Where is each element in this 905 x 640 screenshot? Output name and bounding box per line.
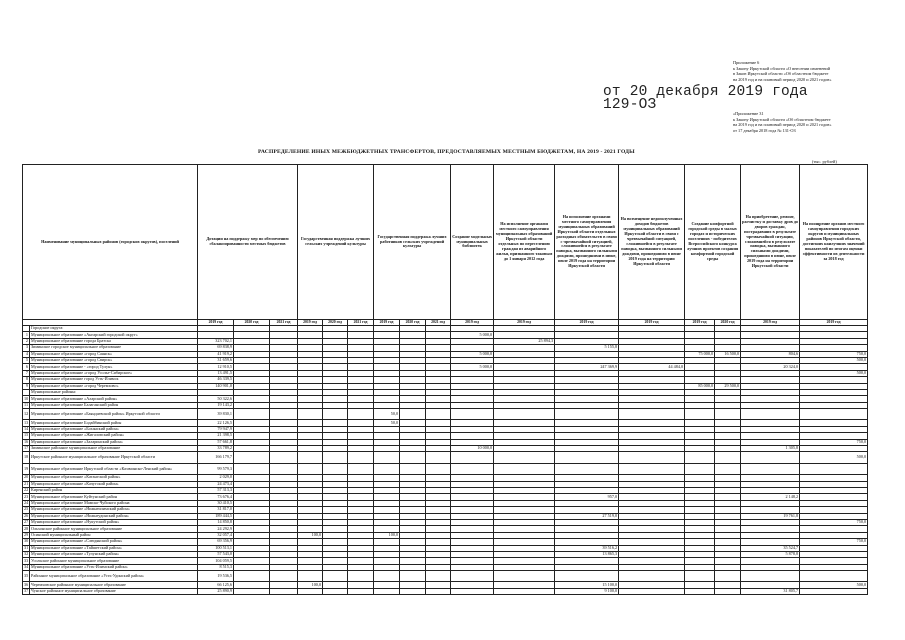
row-name: Муниципальное образование города Братска	[30, 338, 198, 344]
value-cell: 99 579,3	[198, 463, 234, 474]
row-number: 31	[24, 545, 29, 550]
value-cell: 24 473,4	[198, 481, 234, 487]
value-cell: 15 100,0	[555, 582, 619, 588]
row-number: 3	[23, 345, 30, 351]
value-cell	[715, 571, 741, 582]
value-cell	[400, 452, 426, 463]
header-culture-workers: Государственная поддержка лучших работников сельских учреждений культуры	[374, 165, 451, 320]
value-cell	[619, 588, 685, 594]
value-cell	[800, 463, 868, 474]
year-cell: 2019 год	[555, 320, 619, 326]
value-cell: 57 543,0	[198, 551, 234, 557]
value-cell	[494, 588, 555, 594]
value-cell	[374, 452, 400, 463]
value-cell	[323, 463, 348, 474]
appendix-31-line: к Закону Иркутской области «Об областном бюджете	[733, 116, 831, 122]
value-cell	[298, 452, 323, 463]
value-cell: 12 910,5	[198, 364, 234, 370]
row-number: 35	[23, 571, 30, 582]
value-cell	[715, 452, 741, 463]
value-cell: 5 000,0	[451, 332, 494, 338]
value-cell: 9 100,0	[555, 588, 619, 594]
value-cell	[270, 452, 298, 463]
value-cell: 166 179,7	[198, 452, 234, 463]
value-cell: 21 398,5	[198, 433, 234, 439]
value-cell	[619, 463, 685, 474]
value-cell	[741, 463, 800, 474]
row-name: Муниципальное образование Бодайбинский район	[30, 420, 198, 426]
value-cell: 22 126,5	[198, 420, 234, 426]
row-number: 1	[23, 332, 30, 338]
row-name: Районное муниципальное образование «Усть-Удинский район»	[30, 571, 198, 582]
value-cell	[234, 463, 270, 474]
row-number: 25	[24, 506, 29, 512]
value-cell	[494, 571, 555, 582]
row-number: 26	[24, 513, 29, 518]
value-cell: 69 356,9	[198, 539, 234, 545]
value-cell	[374, 588, 400, 594]
value-cell: 750,0	[800, 539, 868, 545]
year-cell: 2019 год	[451, 320, 494, 326]
value-cell	[715, 463, 741, 474]
appendix-6-line: на 2019 год и на плановый период 2020 и 2021 годов»	[733, 76, 832, 82]
row-number: 32	[24, 551, 29, 557]
row-number: 33	[24, 557, 29, 563]
year-cell: 2019 год	[741, 320, 800, 326]
value-cell: 19 536,5	[198, 571, 234, 582]
value-cell: 41 919,2	[198, 351, 234, 357]
value-cell: 73 676,4	[198, 494, 234, 500]
year-cell: 2019 год	[198, 320, 234, 326]
value-cell: 500,0	[800, 582, 868, 588]
value-cell: 66 125,6	[198, 582, 234, 588]
row-name: Муниципальное образование «Нижнеилимский район»	[30, 507, 198, 513]
year-cell: 2021 год	[426, 320, 451, 326]
header-firewood: На приобретение, ремонт, расчистку и доставку дров до дворов граждан, пострадавших в результате чрезвычайной ситуации, сложившейся в результате паводка, вызванного сильными дождями, прошедшими в июне, июле 2019 года на территории Иркутской области	[741, 165, 800, 320]
row-name: Муниципальное образование город Усть-Илимск	[30, 377, 198, 383]
value-cell: 5 155,8	[555, 345, 619, 351]
value-cell	[323, 588, 348, 594]
value-cell	[234, 571, 270, 582]
value-cell: 30 410,5	[198, 500, 234, 506]
value-cell	[323, 409, 348, 420]
value-cell	[234, 452, 270, 463]
row-number: 19	[23, 463, 30, 474]
year-cell: 2021 год	[348, 320, 374, 326]
table-row	[23, 571, 868, 582]
header-balance-subsidy: Дотации на поддержку мер по обеспечению сбалансированности местных бюджетов	[198, 165, 298, 320]
value-cell: 29 500,0	[715, 383, 741, 389]
row-name: Муниципальное образование «Катангский район»	[30, 475, 198, 481]
row-number: 24	[24, 500, 29, 505]
year-cell: 2019 год	[374, 320, 400, 326]
header-culture-institutions: Государственная поддержка лучших сельских учреждений культуры	[298, 165, 374, 320]
header-name: Наименование муниципальных районов (городских округов), поселений	[23, 165, 198, 320]
value-cell: 104 059,5	[198, 558, 234, 564]
row-number: 7	[23, 370, 30, 376]
appendix-31-line: от 17 декабря 2018 года № 131-ОЗ	[733, 127, 796, 133]
year-cell: 2020 год	[400, 320, 426, 326]
value-cell	[426, 571, 451, 582]
value-cell: 50,0	[374, 420, 400, 426]
value-cell	[685, 409, 715, 420]
value-cell	[426, 452, 451, 463]
value-cell	[555, 463, 619, 474]
row-name: Городские округа:	[30, 326, 198, 332]
value-cell	[619, 452, 685, 463]
value-cell: 50,0	[374, 409, 400, 420]
year-cell: 2020 год	[715, 320, 741, 326]
year-cell: 2019 год	[685, 320, 715, 326]
year-cell: 2020 год	[323, 320, 348, 326]
row-name: Муниципальное образование «Ангарский городской округ»	[30, 332, 198, 338]
value-cell: 39 516,2	[555, 545, 619, 551]
value-cell	[270, 409, 298, 420]
value-cell	[348, 409, 374, 420]
value-cell: 804,6	[741, 351, 800, 357]
value-cell: 500,0	[800, 370, 868, 376]
value-cell	[323, 571, 348, 582]
value-cell: 140 901,0	[198, 383, 234, 389]
value-cell	[234, 588, 270, 594]
row-name: Киренский район	[30, 487, 198, 493]
row-name: Чунское районное муниципальное образование	[30, 588, 198, 594]
value-cell	[400, 571, 426, 582]
row-name: Муниципальное образование Мамско-Чуйского района	[30, 500, 198, 506]
value-cell: 500,0	[800, 452, 868, 463]
row-number: 15	[24, 432, 29, 438]
value-cell	[298, 409, 323, 420]
row-name: Муниципальное образование «город Свирск»	[30, 357, 198, 363]
header-flood-expenses: На исполнение органами местного самоуправления муниципальных образований Иркутской области отдельных расходных обязательств в связи с чрезвычайной ситуацией, сложившейся в результате паводка, вызванного сильными дождями, прошедшими в июне, июле 2019 года на территории Иркутской области	[555, 165, 619, 320]
value-cell	[685, 463, 715, 474]
year-cell: 2019 год	[298, 320, 323, 326]
year-cell: 2019 год	[494, 320, 555, 326]
value-cell: 10 000,0	[451, 446, 494, 452]
value-cell	[619, 571, 685, 582]
value-cell: 14 850,8	[198, 519, 234, 525]
document-title: РАСПРЕДЕЛЕНИЕ ИНЫХ МЕЖБЮДЖЕТНЫХ ТРАНСФЕРТОВ, ПРЕДОСТАВЛЯЕМЫХ МЕСТНЫМ БЮДЖЕТАМ, НА 2019 - 2021 ГОДЫ	[258, 149, 635, 155]
value-cell	[348, 588, 374, 594]
appendix-6-line: к Закону Иркутской области «О внесении изменений	[733, 65, 831, 71]
value-cell	[270, 571, 298, 582]
value-cell	[741, 409, 800, 420]
value-cell: 57 313,3	[198, 487, 234, 493]
value-cell: 5 000,0	[451, 351, 494, 357]
value-cell	[270, 463, 298, 474]
table-row	[23, 409, 868, 420]
row-name: Муниципальное образование - «город Тулун»	[30, 364, 198, 370]
header-flood-revenue: На возмещение недополученных доходов бюджетов муниципальных образований Иркутской области в связи с чрезвычайной ситуацией, сложившейся в результате паводка, вызванного сильными дождями, прошедшими в июне 2019 года на территории Иркутской области	[619, 165, 685, 320]
value-cell	[451, 463, 494, 474]
value-cell: 13 865,3	[555, 551, 619, 557]
value-cell	[741, 452, 800, 463]
row-number: 23	[24, 493, 29, 499]
row-number: 27	[24, 519, 29, 525]
row-number: 5	[23, 357, 30, 363]
value-cell: 100,0	[374, 532, 400, 538]
appendix-6-line: в Закон Иркутской области «Об областном бюджете	[733, 71, 829, 77]
value-cell	[800, 571, 868, 582]
row-name: Муниципальное образование Иркутской области «Казачинско-Ленский район»	[30, 463, 198, 474]
row-name: Иркутское районное муниципальное образование Иркутской области	[30, 452, 198, 463]
table-row	[23, 588, 868, 594]
value-cell: 31 805,7	[741, 588, 800, 594]
value-cell: 69 838,9	[198, 345, 234, 351]
value-cell	[715, 588, 741, 594]
row-number: 30	[24, 538, 29, 544]
value-cell	[348, 463, 374, 474]
value-cell: 50 322,6	[198, 396, 234, 402]
value-cell: 75 000,0	[685, 351, 715, 357]
row-number: 6	[23, 364, 30, 370]
value-cell	[374, 571, 400, 582]
value-cell: 100 513,1	[198, 545, 234, 551]
row-number: 9	[23, 383, 30, 389]
value-cell: 79 947,9	[198, 426, 234, 432]
row-name: Муниципальное образование «Тайшетский район»	[30, 545, 198, 551]
table-row	[23, 452, 868, 463]
value-cell: 24 292,9	[198, 526, 234, 532]
value-cell: 750,0	[800, 351, 868, 357]
value-cell: 100,0	[298, 582, 323, 588]
value-cell	[800, 409, 868, 420]
row-name: Муниципальное образование Балаганский район	[30, 402, 198, 408]
value-cell: 750,0	[800, 519, 868, 525]
value-cell: 25 894,3	[494, 338, 555, 344]
value-cell: 85 000,0	[685, 383, 715, 389]
row-name: Осинский муниципальный район	[30, 532, 198, 538]
appendix-31-line: «Приложение 31	[733, 111, 764, 116]
value-cell	[451, 588, 494, 594]
value-cell: 31 659,6	[198, 357, 234, 363]
row-name: Муниципальное образование Куйтунский район	[30, 494, 198, 500]
value-cell: 500,0	[800, 357, 868, 363]
value-cell	[741, 571, 800, 582]
table-body	[23, 326, 868, 595]
appendix-31-note	[733, 111, 901, 133]
value-cell: 5 000,0	[451, 364, 494, 370]
row-name: Муниципальное образование «Баяндаевский район» Иркутской области	[30, 409, 198, 420]
header-urban-environment: Создание комфортной городской среды в малых городах и исторических поселениях - победителях Всероссийского конкурса лучших проектов создания комфортной городской среды	[685, 165, 741, 320]
value-cell	[715, 409, 741, 420]
table-row	[23, 463, 868, 474]
value-cell	[270, 588, 298, 594]
row-name: Муниципальное образование «Нукутский район»	[30, 519, 198, 525]
row-name: Муниципальные районы:	[30, 389, 198, 395]
value-cell	[619, 409, 685, 420]
value-cell: 35 524,7	[741, 545, 800, 551]
value-cell	[451, 452, 494, 463]
value-cell: 13 491,5	[198, 370, 234, 376]
value-cell: 32 057,4	[198, 532, 234, 538]
row-name: Зиминское районное муниципальное образование	[30, 446, 198, 452]
row-number: 14	[24, 426, 29, 432]
row-number: 13	[24, 419, 29, 425]
row-number: 34	[24, 564, 29, 569]
row-number: 21	[24, 481, 29, 486]
year-cell: 2019 год	[619, 320, 685, 326]
row-number: 20	[24, 474, 29, 480]
value-cell: 750,0	[800, 439, 868, 445]
value-cell: 100,0	[298, 532, 323, 538]
row-number: 36	[24, 581, 29, 587]
value-cell	[494, 409, 555, 420]
value-cell: 57 661,8	[198, 439, 234, 445]
transfers-table	[22, 164, 868, 595]
row-number: 10	[24, 395, 29, 401]
row-number: 22	[24, 487, 29, 493]
row-name: Муниципальное образование «Усть-Илимский район»	[30, 564, 198, 570]
row-number: 28	[24, 525, 29, 531]
row-name: Муниципальное образование «Боханский район»	[30, 426, 198, 432]
row-name: Усольское районное муниципальное образование	[30, 558, 198, 564]
value-cell	[555, 452, 619, 463]
value-cell	[323, 452, 348, 463]
value-cell: 8 515,3	[198, 564, 234, 570]
value-cell	[494, 463, 555, 474]
row-name: Муниципальное образование «город Черемхово»	[30, 383, 198, 389]
value-cell: 323 702,1	[198, 338, 234, 344]
value-cell: 25 890,9	[198, 588, 234, 594]
header-model-libraries: Создание модельных муниципальных библиотек	[451, 165, 494, 320]
value-cell	[426, 588, 451, 594]
row-name: Муниципальное образование «Аларский район»	[30, 396, 198, 402]
value-cell	[298, 588, 323, 594]
value-cell: 5 878,8	[741, 551, 800, 557]
value-cell: 2 148,2	[741, 494, 800, 500]
year-cell: 2020 год	[234, 320, 270, 326]
value-cell	[348, 452, 374, 463]
value-cell	[400, 409, 426, 420]
value-cell	[685, 452, 715, 463]
value-cell	[555, 409, 619, 420]
value-cell: 957,0	[555, 494, 619, 500]
row-name: Муниципальное образование «Нижнеудинский район»	[30, 513, 198, 519]
value-cell	[374, 463, 400, 474]
value-cell: 20 324,0	[741, 364, 800, 370]
value-cell	[685, 571, 715, 582]
row-name: Муниципальное образование «город Усолье-Сибирское»	[30, 370, 198, 376]
value-cell	[298, 463, 323, 474]
header-resettlement: На исполнение органами местного самоуправления муниципальных образований Иркутской области отдельных по переселению граждан из аварийного жилья, признанного таковым до 1 января 2012 года	[494, 165, 555, 320]
row-number: 37	[24, 588, 29, 594]
row-name: Муниципальное образование «Качугский район»	[30, 481, 198, 487]
value-cell: 2 029,0	[198, 475, 234, 481]
row-name: Ольхонское районное муниципальное образование	[30, 526, 198, 532]
law-stamp	[603, 86, 808, 112]
row-name: Муниципальное образование «город Саянск»	[30, 351, 198, 357]
value-cell	[298, 571, 323, 582]
row-number: 17	[24, 445, 29, 451]
header-efficiency-award: На поощрение органов местного самоуправления городских округов и муниципальных районов Иркутской области, достигших наилучших значений показателей по итогам оценки эффективности их деятельности за 2018 год	[800, 165, 868, 320]
row-number: 18	[23, 452, 30, 463]
value-cell	[555, 571, 619, 582]
appendix-6-note	[733, 60, 901, 82]
row-name: Зиминское городское муниципальное образование	[30, 345, 198, 351]
row-number: 8	[23, 377, 30, 383]
value-cell	[451, 409, 494, 420]
value-cell	[426, 409, 451, 420]
value-cell	[685, 588, 715, 594]
row-name: Муниципальное образование «Жигаловский район»	[30, 433, 198, 439]
value-cell: 31 817,0	[198, 507, 234, 513]
value-cell	[400, 588, 426, 594]
value-cell: 247 369,9	[555, 364, 619, 370]
year-cell: 2019 год	[800, 320, 868, 326]
value-cell	[400, 463, 426, 474]
value-cell: 19 761,8	[741, 513, 800, 519]
row-number: 11	[24, 402, 29, 407]
row-number: 12	[23, 409, 30, 420]
value-cell	[451, 571, 494, 582]
value-cell	[234, 409, 270, 420]
row-name: Муниципальное образование «Заларинский район»	[30, 439, 198, 445]
value-cell: 1 305,8	[741, 446, 800, 452]
value-cell	[426, 463, 451, 474]
value-cell: 33 789,2	[198, 446, 234, 452]
value-cell	[348, 571, 374, 582]
stamp-date: от 20 декабря 2019 года	[603, 84, 808, 100]
row-number: 2	[23, 338, 30, 344]
value-cell	[494, 452, 555, 463]
appendix-6-line: Приложение 6	[733, 60, 760, 65]
row-name: Черемховское районное муниципальное образование	[30, 582, 198, 588]
row-name: Муниципальное образование «Тулунский район»	[30, 551, 198, 557]
value-cell: 39 830,1	[198, 409, 234, 420]
stamp-number: 129-ОЗ	[603, 97, 657, 113]
value-cell: 44 484,0	[619, 364, 685, 370]
appendix-31-line: на 2019 год и на плановый период 2020 и 2021 годов»	[733, 122, 832, 128]
row-number: 4	[23, 351, 30, 357]
year-cell: 2021 год	[270, 320, 298, 326]
value-cell: 189 444,5	[198, 513, 234, 519]
value-cell: 27 519,0	[555, 513, 619, 519]
value-cell: 16 500,0	[715, 351, 741, 357]
value-cell: 46 339,5	[198, 377, 234, 383]
row-number: 29	[24, 532, 29, 537]
value-cell: 19 143,2	[198, 402, 234, 408]
row-name: Муниципальное образование «Слюдянский район»	[30, 539, 198, 545]
units-label: (тыс. рублей)	[812, 159, 837, 164]
value-cell	[800, 588, 868, 594]
row-number: 16	[24, 439, 29, 444]
